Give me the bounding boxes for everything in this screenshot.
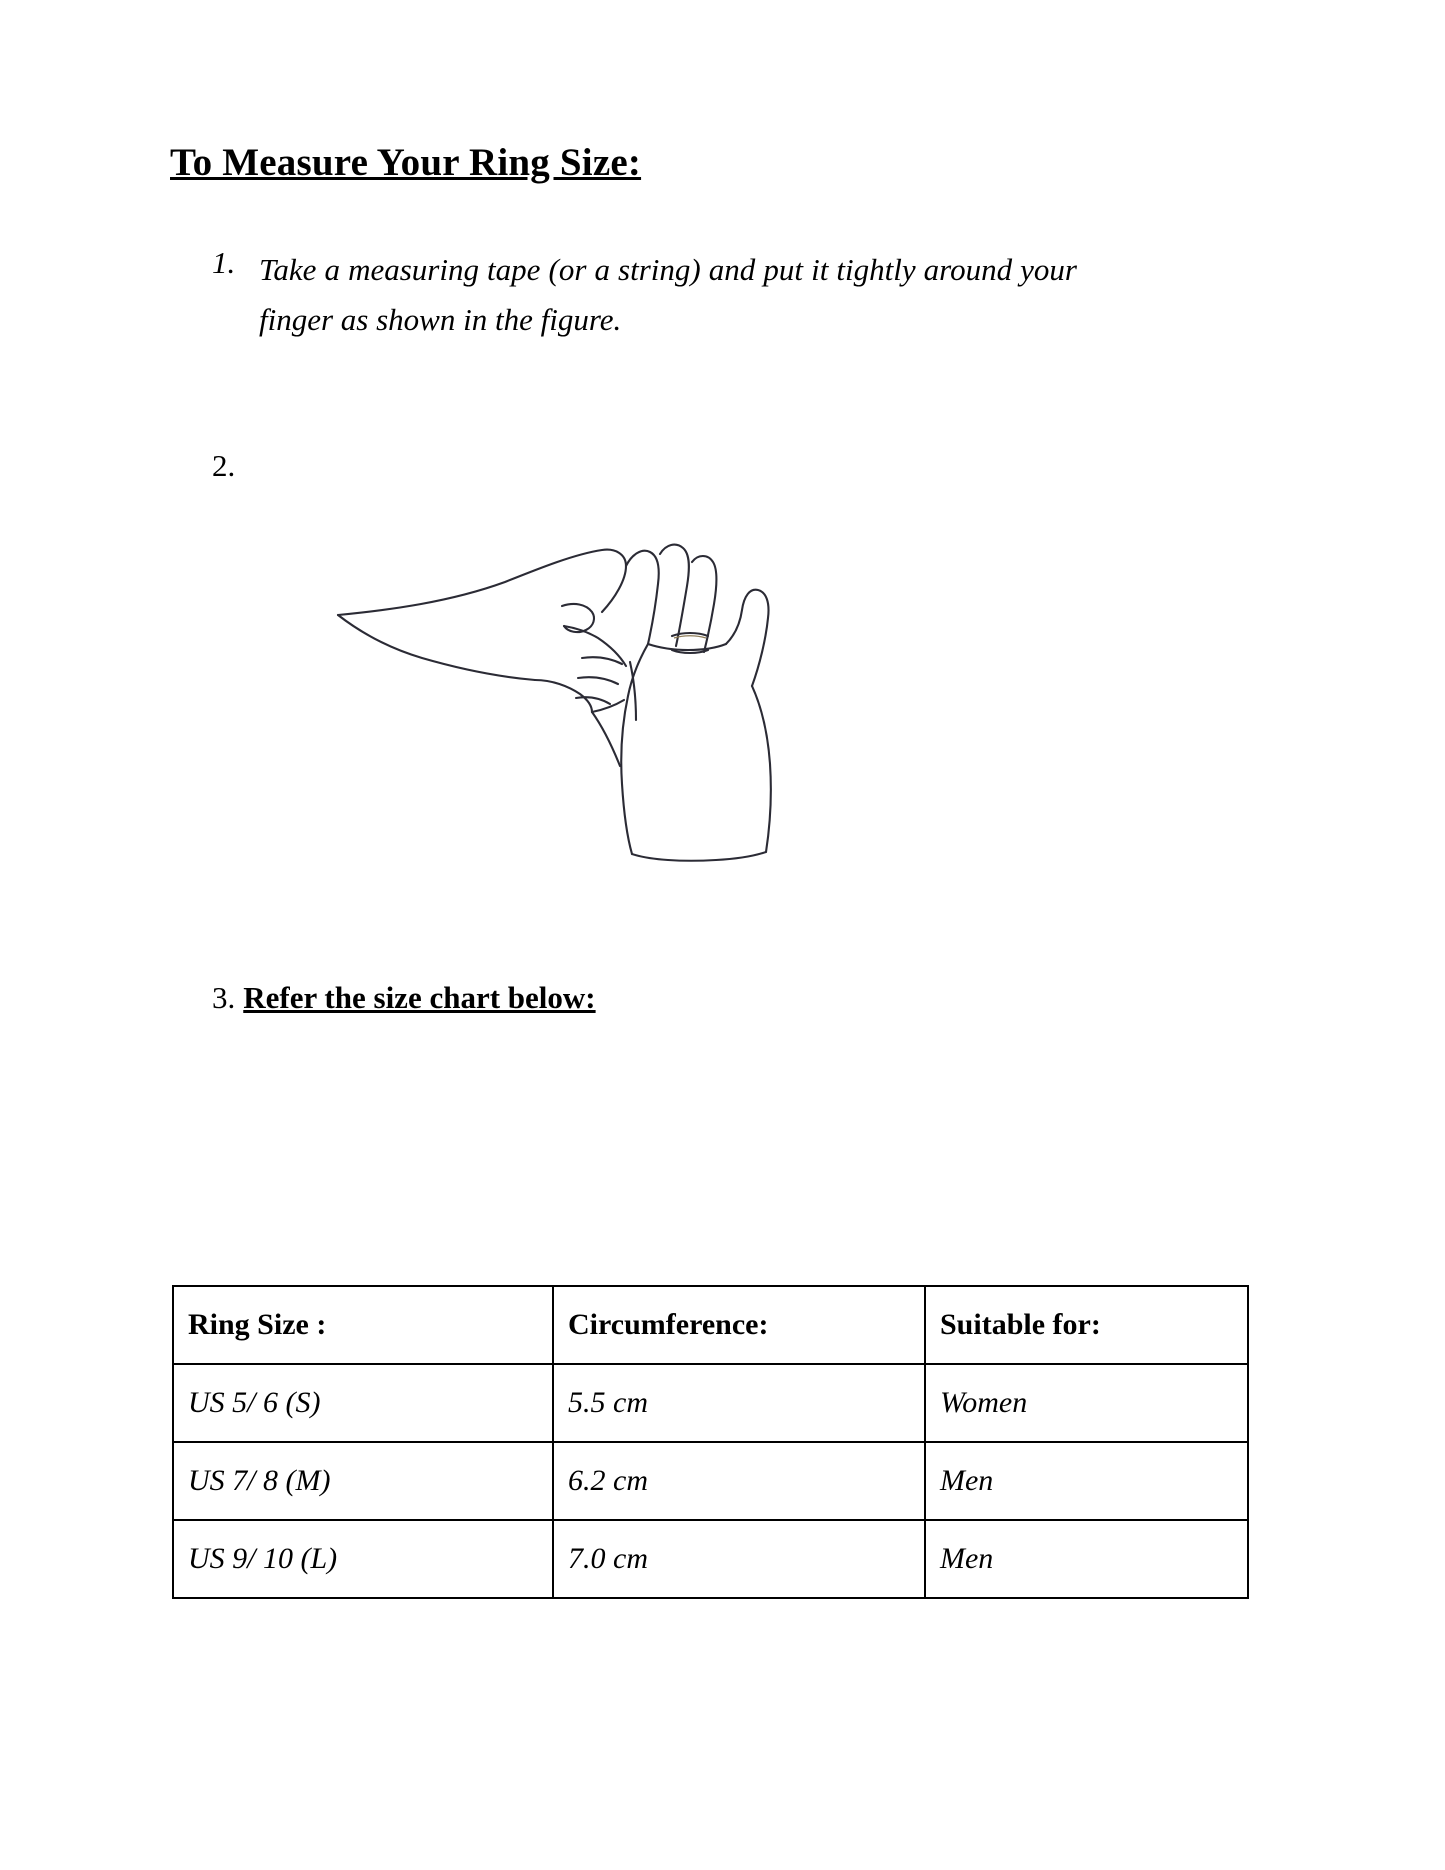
cell-suitable-for: Men — [925, 1442, 1248, 1520]
column-header-ring-size: Ring Size : — [173, 1286, 553, 1364]
cell-circumference: 5.5 cm — [553, 1364, 925, 1442]
step-2-number: 2. — [212, 448, 236, 483]
table-row — [173, 1442, 1248, 1520]
page-title: To Measure Your Ring Size: — [170, 141, 642, 184]
table-row — [173, 1520, 1248, 1598]
step-1-text: Take a measuring tape (or a string) and put it tightly around your finger as shown in the figure. — [259, 252, 1077, 338]
column-header-circumference: Circumference: — [553, 1286, 925, 1364]
table-row — [173, 1364, 1248, 1442]
step-1-number: 1. — [212, 245, 236, 280]
size-chart-table — [172, 1285, 1249, 1599]
cell-suitable-for: Women — [925, 1364, 1248, 1442]
cell-ring-size: US 7/ 8 (M) — [173, 1442, 553, 1520]
cell-circumference: 7.0 cm — [553, 1520, 925, 1598]
cell-ring-size: US 5/ 6 (S) — [173, 1364, 553, 1442]
table-header-row — [173, 1286, 1248, 1364]
column-header-suitable-for: Suitable for: — [925, 1286, 1248, 1364]
cell-suitable-for: Men — [925, 1520, 1248, 1598]
cell-ring-size: US 9/ 10 (L) — [173, 1520, 553, 1598]
step-3-label: Refer the size chart below: — [243, 980, 596, 1015]
hand-measuring-finger-icon — [330, 540, 850, 920]
step-3-number: 3. — [212, 980, 236, 1015]
cell-circumference: 6.2 cm — [553, 1442, 925, 1520]
step-3 — [212, 980, 596, 1016]
